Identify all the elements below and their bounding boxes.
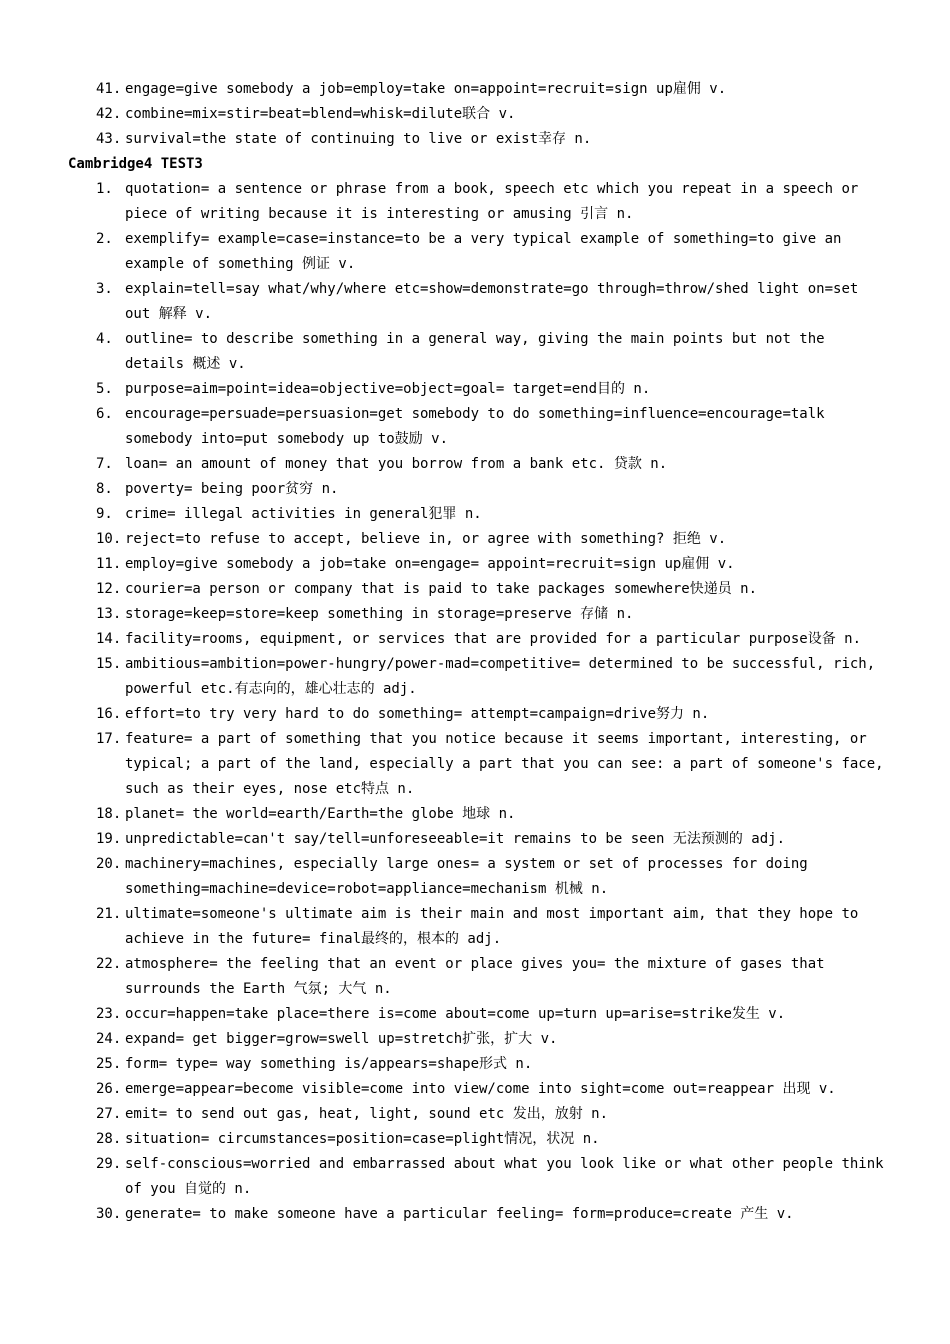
list-item bbox=[0, 277, 950, 327]
list-item bbox=[0, 652, 950, 702]
item-number: 8. bbox=[96, 481, 113, 497]
item-text: engage=give somebody a job=employ=take on=appoint=recruit=sign up雇佣 v. bbox=[125, 81, 727, 97]
list-item bbox=[0, 1202, 950, 1227]
list-item bbox=[0, 902, 950, 952]
list-item bbox=[0, 1127, 950, 1152]
item-text: outline= to describe something in a general way, giving the main points but not the details 概述 v. bbox=[125, 331, 825, 372]
list-item bbox=[0, 702, 950, 727]
list-item bbox=[0, 502, 950, 527]
item-number: 23. bbox=[96, 1006, 122, 1022]
item-number: 27. bbox=[96, 1106, 122, 1122]
entry-list bbox=[0, 177, 950, 1227]
item-number: 16. bbox=[96, 706, 122, 722]
item-text: exemplify= example=case=instance=to be a very typical example of something=to give an example of something 例证 v. bbox=[125, 231, 842, 272]
item-number: 25. bbox=[96, 1056, 122, 1072]
list-item bbox=[0, 1052, 950, 1077]
item-number: 7. bbox=[96, 456, 113, 472]
item-number: 22. bbox=[96, 956, 122, 972]
list-item bbox=[0, 852, 950, 902]
item-text: situation= circumstances=position=case=plight情况，状况 n. bbox=[125, 1131, 600, 1147]
item-number: 41. bbox=[96, 81, 122, 97]
item-number: 10. bbox=[96, 531, 122, 547]
item-text: employ=give somebody a job=take on=engage= appoint=recruit=sign up雇佣 v. bbox=[125, 556, 735, 572]
item-text: loan= an amount of money that you borrow from a bank etc. 贷款 n. bbox=[125, 456, 668, 472]
item-number: 13. bbox=[96, 606, 122, 622]
item-text: explain=tell=say what/why/where etc=show=demonstrate=go through=throw/shed light on=set out 解释 v. bbox=[125, 281, 859, 322]
item-text: self-conscious=worried and embarrassed about what you look like or what other people think of you 自觉的 n. bbox=[125, 1156, 884, 1197]
item-text: quotation= a sentence or phrase from a book, speech etc which you repeat in a speech or piece of writing because it is interesting or amusing 引言 n. bbox=[125, 181, 859, 222]
item-number: 5. bbox=[96, 381, 113, 397]
list-item bbox=[0, 577, 950, 602]
top-entry-list bbox=[0, 77, 950, 152]
list-item bbox=[0, 727, 950, 802]
item-text: planet= the world=earth/Earth=the globe 地球 n. bbox=[125, 806, 516, 822]
item-text: emit= to send out gas, heat, light, sound etc 发出，放射 n. bbox=[125, 1106, 609, 1122]
item-text: combine=mix=stir=beat=blend=whisk=dilute联合 v. bbox=[125, 106, 516, 122]
item-number: 28. bbox=[96, 1131, 122, 1147]
list-item bbox=[0, 527, 950, 552]
item-text: machinery=machines, especially large ones= a system or set of processes for doing something=machine=device=robot=appliance=mechanism 机械 n. bbox=[125, 856, 808, 897]
item-number: 6. bbox=[96, 406, 113, 422]
item-number: 9. bbox=[96, 506, 113, 522]
item-text: expand= get bigger=grow=swell up=stretch扩张，扩大 v. bbox=[125, 1031, 558, 1047]
item-number: 43. bbox=[96, 131, 122, 147]
item-text: effort=to try very hard to do something= attempt=campaign=drive努力 n. bbox=[125, 706, 710, 722]
list-item bbox=[0, 1077, 950, 1102]
list-item bbox=[0, 1002, 950, 1027]
item-number: 3. bbox=[96, 281, 113, 297]
list-item bbox=[0, 802, 950, 827]
list-item bbox=[0, 77, 950, 102]
list-item bbox=[0, 1152, 950, 1202]
item-text: occur=happen=take place=there is=come about=come up=turn up=arise=strike发生 v. bbox=[125, 1006, 786, 1022]
list-item bbox=[0, 102, 950, 127]
item-text: facility=rooms, equipment, or services that are provided for a particular purpose设备 n. bbox=[125, 631, 862, 647]
list-item bbox=[0, 827, 950, 852]
item-number: 20. bbox=[96, 856, 122, 872]
item-text: crime= illegal activities in general犯罪 n. bbox=[125, 506, 482, 522]
list-item bbox=[0, 177, 950, 227]
list-item bbox=[0, 327, 950, 377]
item-number: 14. bbox=[96, 631, 122, 647]
item-text: storage=keep=store=keep something in storage=preserve 存储 n. bbox=[125, 606, 634, 622]
item-text: reject=to refuse to accept, believe in, or agree with something? 拒绝 v. bbox=[125, 531, 727, 547]
item-number: 29. bbox=[96, 1156, 122, 1172]
list-item bbox=[0, 1102, 950, 1127]
list-item bbox=[0, 602, 950, 627]
item-text: courier=a person or company that is paid to take packages somewhere快递员 n. bbox=[125, 581, 758, 597]
item-number: 19. bbox=[96, 831, 122, 847]
item-number: 15. bbox=[96, 656, 122, 672]
item-number: 26. bbox=[96, 1081, 122, 1097]
list-item bbox=[0, 552, 950, 577]
item-text: feature= a part of something that you notice because it seems important, interesting, or typical; a part of the land, especially a part that you can see: a part of someone's face, such as their eyes, nose etc特点 n. bbox=[125, 731, 884, 797]
item-text: emerge=appear=become visible=come into view/come into sight=come out=reappear 出现 v. bbox=[125, 1081, 836, 1097]
item-number: 21. bbox=[96, 906, 122, 922]
list-item bbox=[0, 1027, 950, 1052]
list-item bbox=[0, 452, 950, 477]
item-number: 11. bbox=[96, 556, 122, 572]
item-number: 12. bbox=[96, 581, 122, 597]
item-text: encourage=persuade=persuasion=get somebody to do something=influence=encourage=talk somebody into=put somebody up to鼓励 v. bbox=[125, 406, 825, 447]
item-number: 42. bbox=[96, 106, 122, 122]
list-item bbox=[0, 402, 950, 452]
item-text: generate= to make someone have a particular feeling= form=produce=create 产生 v. bbox=[125, 1206, 794, 1222]
item-text: ultimate=someone's ultimate aim is their main and most important aim, that they hope to achieve in the future= final最终的，根本的 adj. bbox=[125, 906, 859, 947]
item-number: 17. bbox=[96, 731, 122, 747]
list-item bbox=[0, 127, 950, 152]
list-item bbox=[0, 227, 950, 277]
item-text: unpredictable=can't say/tell=unforeseeable=it remains to be seen 无法预测的 adj. bbox=[125, 831, 786, 847]
list-item bbox=[0, 377, 950, 402]
list-item bbox=[0, 952, 950, 1002]
item-text: survival=the state of continuing to live or exist幸存 n. bbox=[125, 131, 592, 147]
item-number: 4. bbox=[96, 331, 113, 347]
item-text: ambitious=ambition=power-hungry/power-mad=competitive= determined to be successful, rich, powerful etc.有志向的，雄心壮志的 adj. bbox=[125, 656, 876, 697]
item-number: 30. bbox=[96, 1206, 122, 1222]
list-item bbox=[0, 477, 950, 502]
item-text: purpose=aim=point=idea=objective=object=goal= target=end目的 n. bbox=[125, 381, 651, 397]
item-number: 18. bbox=[96, 806, 122, 822]
item-number: 1. bbox=[96, 181, 113, 197]
item-text: form= type= way something is/appears=shape形式 n. bbox=[125, 1056, 533, 1072]
item-number: 24. bbox=[96, 1031, 122, 1047]
item-text: poverty= being poor贫穷 n. bbox=[125, 481, 339, 497]
item-text: atmosphere= the feeling that an event or place gives you= the mixture of gases that surrounds the Earth 气氛; 大气 n. bbox=[125, 956, 825, 997]
item-number: 2. bbox=[96, 231, 113, 247]
section-heading: Cambridge4 TEST3 bbox=[68, 156, 203, 172]
list-item bbox=[0, 627, 950, 652]
